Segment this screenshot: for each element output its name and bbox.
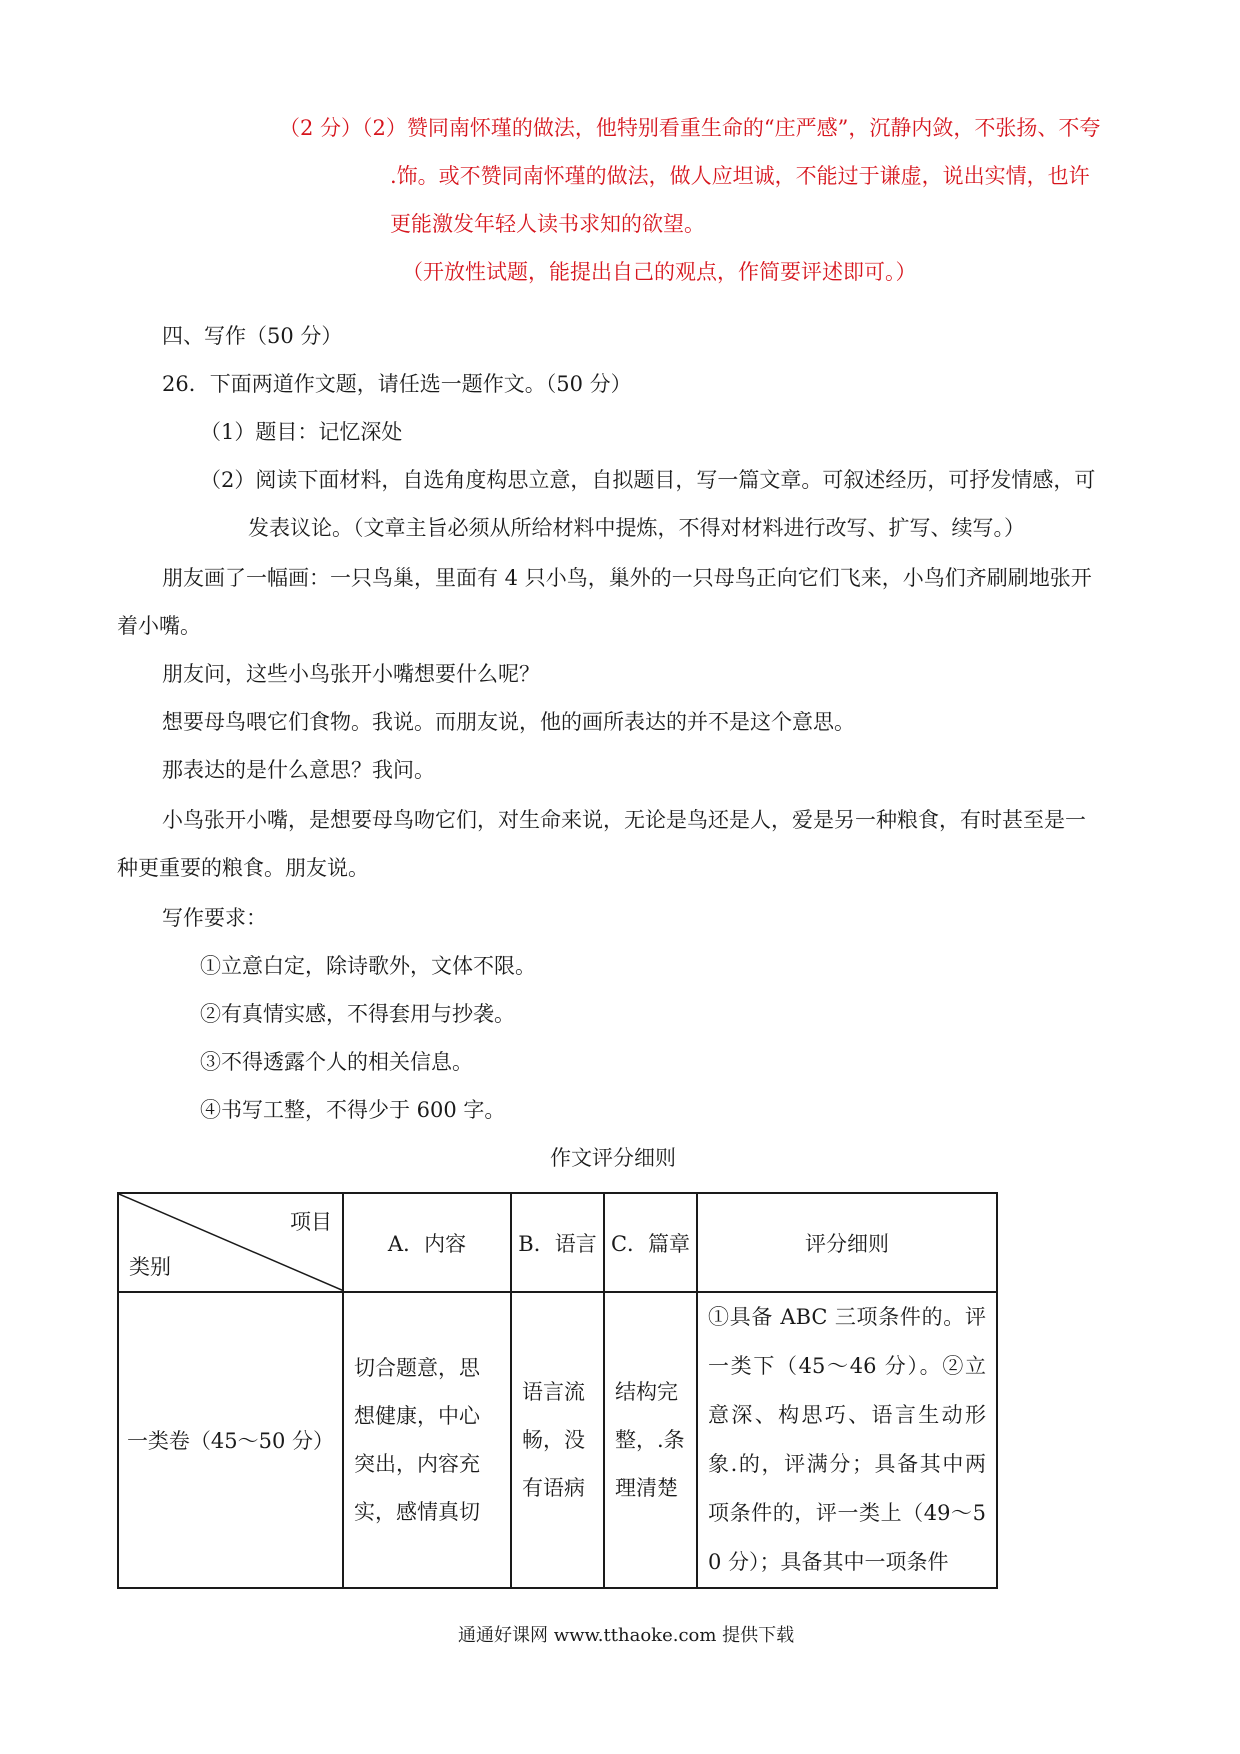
row-category: 一类卷（45～50 分） [118,1292,343,1588]
grading-table [117,1192,998,1589]
material-paragraph-1-line-2: 着小嘴。 [117,614,201,638]
row-language-cell [511,1292,604,1588]
row-content-cell [343,1292,511,1588]
question-option-2-line-2: 发表议论。（文章主旨必须从所给材料中提炼，不得对材料进行改写、扩写、续写。） [248,516,1025,540]
material-paragraph-1-line-1: 朋友画了一幅画：一只鸟巢，里面有 4 只小鸟，巢外的一只母鸟正向它们飞来，小鸟们齐刷刷地张开 [162,566,1092,590]
header-content: A．内容 [343,1193,511,1292]
header-diagonal-cell [118,1193,343,1292]
footer: 通通好课网 www.tthaoke.com 提供下载 [458,1625,795,1646]
header-item-label: 项目 [290,1210,332,1234]
answer-line-2: .饰。或不赞同南怀瑾的做法，做人应坦诚，不能过于谦虚，说出实情，也许 [390,164,1090,188]
requirement-1: ①立意白定，除诗歌外，文体不限。 [200,954,536,978]
answer-line-3: 更能激发年轻人读书求知的欲望。 [390,212,705,236]
material-paragraph-5-line-2: 种更重要的粮食。朋友说。 [117,856,369,880]
question-option-2-line-1: （2）阅读下面材料，自选角度构思立意，自拟题目，写一篇文章。可叙述经历，可抒发情感，可 [200,468,1096,492]
section-title: 四、写作（50 分） [162,324,343,348]
row-content: 切合题意，思想健康，中心突出，内容充实，感情真切 [354,1356,480,1524]
material-paragraph-4: 那表达的是什么意思？我问。 [162,758,435,782]
question-option-1: （1）题目：记忆深处 [200,420,403,444]
material-paragraph-2: 朋友问，这些小鸟张开小嘴想要什么呢？ [162,662,540,686]
row-structure-cell [604,1292,697,1588]
requirement-3: ③不得透露个人的相关信息。 [200,1050,473,1074]
row-detail-cell [697,1292,997,1588]
header-category-label: 类别 [129,1255,171,1279]
requirements-title: 写作要求： [162,906,267,930]
header-language: B．语言 [511,1193,604,1292]
material-paragraph-5-line-1: 小鸟张开小嘴，是想要母鸟吻它们，对生命来说，无论是鸟还是人，爱是另一种粮食，有时甚至是一 [162,808,1086,832]
answer-note: （开放性试题，能提出自己的观点，作简要评述即可。） [402,260,917,284]
row-language: 语言流畅，没有语病 [522,1380,585,1500]
header-detail: 评分细则 [697,1193,997,1292]
row-structure: 结构完整，.条理清楚 [615,1380,685,1500]
answer-line-1: （2 分）（2）赞同南怀瑾的做法，他特别看重生命的“庄严感”，沉静内敛，不张扬、不夸 [279,116,1101,140]
requirement-2: ②有真情实感，不得套用与抄袭。 [200,1002,515,1026]
table-header-row [118,1193,997,1292]
table-caption: 作文评分细则 [550,1146,676,1170]
table-row [118,1292,997,1588]
requirement-4: ④书写工整，不得少于 600 字。 [200,1098,506,1122]
material-paragraph-3: 想要母鸟喂它们食物。我说。而朋友说，他的画所表达的并不是这个意思。 [162,710,855,734]
question-stem: 26．下面两道作文题，请任选一题作文。（50 分） [162,372,632,396]
header-structure: C．篇章 [604,1193,697,1292]
row-detail: ①具备 ABC 三项条件的。评一类下（45～46 分）。②立意深、构思巧、语言生动形象.的，评满分；具备其中两项条件的，评一类上（49～50 分）；具备其中一项条件 [708,1305,986,1574]
